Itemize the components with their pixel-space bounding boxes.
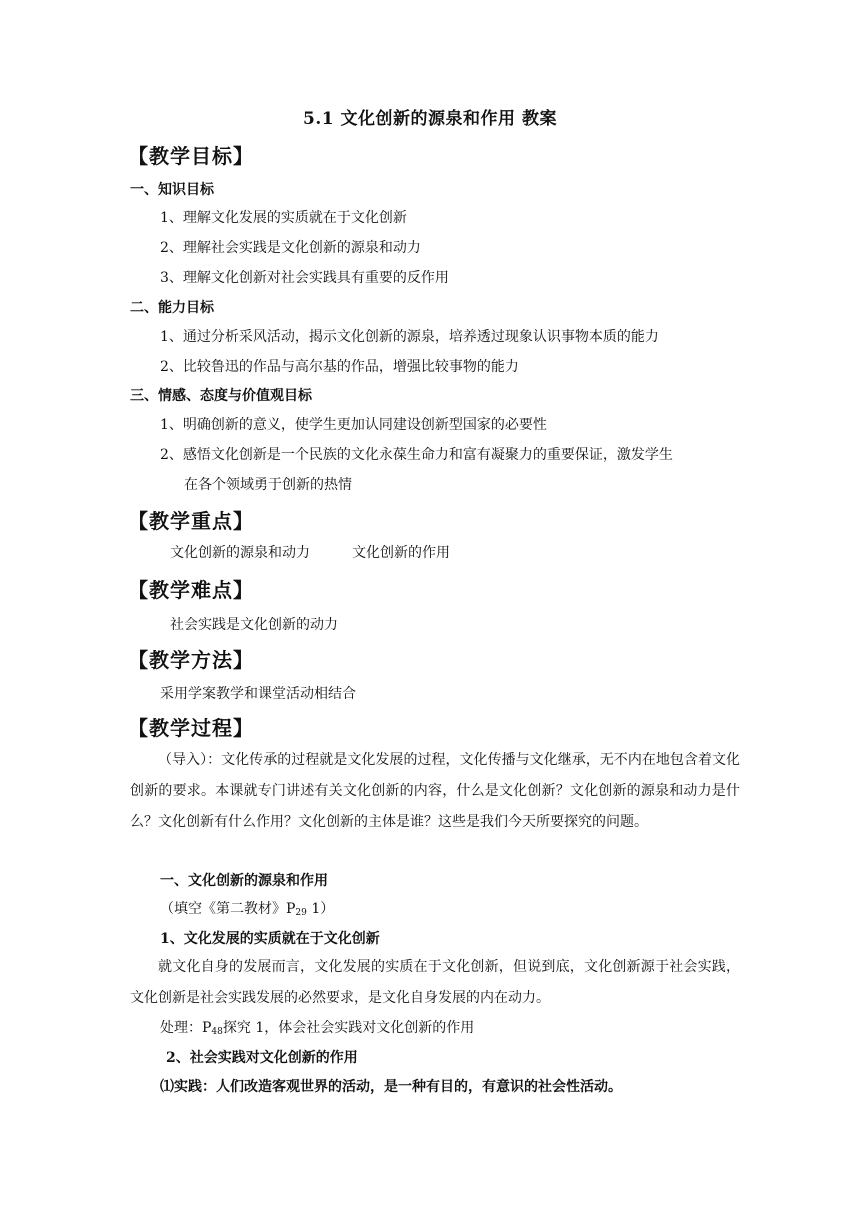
key-point: 文化创新的作用 bbox=[352, 545, 450, 561]
fill-note-suffix: 1） bbox=[306, 901, 335, 917]
ability-item: 2、比较鲁迅的作品与高尔基的作品，增强比较事物的能力 bbox=[160, 359, 519, 375]
section-heading-key-points: 【教学重点】 bbox=[128, 509, 254, 533]
fill-note bbox=[160, 898, 334, 918]
ability-heading: 二、能力目标 bbox=[130, 300, 214, 316]
handle-note bbox=[160, 1017, 474, 1037]
handle-note-suffix: 探究 1，体会社会实践对文化创新的作用 bbox=[222, 1020, 475, 1036]
fill-note-prefix: （填空《第二教材》P bbox=[160, 901, 296, 917]
emotion-heading: 三、情感、态度与价值观目标 bbox=[130, 388, 312, 404]
knowledge-item: 1、理解文化发展的实质就在于文化创新 bbox=[160, 210, 407, 226]
intro-paragraph: （导入）：文化传承的过程就是文化发展的过程，文化传播与文化继承，无不内在地包含着文化创新的要求。本课就专门讲述有关文化创新的内容，什么是文化创新？文化创新的源泉和动力是什么？文化创新有什么作用？文化创新的主体是谁？这些是我们今天所要探究的问题。 bbox=[130, 752, 740, 830]
point1-paragraph: 就文化自身的发展而言，文化发展的实质在于文化创新，但说到底，文化创新源于社会实践，文化创新是社会实践发展的必然要求，是文化自身发展的内在动力。 bbox=[130, 959, 740, 1006]
point1-heading: 1、文化发展的实质就在于文化创新 bbox=[160, 931, 380, 947]
section-heading-difficulties: 【教学难点】 bbox=[128, 578, 254, 602]
emotion-item: 1、明确创新的意义，使学生更加认同建设创新型国家的必要性 bbox=[160, 417, 547, 433]
knowledge-item: 3、理解文化创新对社会实践具有重要的反作用 bbox=[160, 270, 449, 286]
emotion-item: 2、感悟文化创新是一个民族的文化永葆生命力和富有凝聚力的重要保证，激发学生 bbox=[160, 447, 673, 463]
knowledge-item: 2、理解社会实践是文化创新的源泉和动力 bbox=[160, 240, 421, 256]
part1-heading: 一、文化创新的源泉和作用 bbox=[160, 873, 328, 889]
document-title: 5.1 文化创新的源泉和作用 教案 bbox=[303, 109, 557, 129]
handle-note-prefix: 处理：P bbox=[160, 1020, 212, 1036]
section-heading-objectives: 【教学目标】 bbox=[128, 144, 254, 168]
fill-note-page: 29 bbox=[295, 908, 307, 918]
section-heading-process: 【教学过程】 bbox=[128, 716, 254, 740]
emotion-item-continued: 在各个领域勇于创新的热情 bbox=[184, 477, 352, 493]
knowledge-heading: 一、知识目标 bbox=[130, 182, 214, 198]
point2-heading: 2、社会实践对文化创新的作用 bbox=[166, 1050, 358, 1066]
practice-definition: ⑴实践：人们改造客观世界的活动，是一种有目的，有意识的社会性活动。 bbox=[160, 1079, 622, 1095]
key-point: 文化创新的源泉和动力 bbox=[170, 545, 310, 561]
ability-item: 1、通过分析采风活动，揭示文化创新的源泉，培养透过现象认识事物本质的能力 bbox=[160, 329, 659, 345]
handle-note-page: 48 bbox=[211, 1027, 223, 1037]
section-heading-methods: 【教学方法】 bbox=[128, 648, 254, 672]
method-text: 采用学案教学和课堂活动相结合 bbox=[160, 686, 356, 702]
difficulty-text: 社会实践是文化创新的动力 bbox=[170, 617, 338, 633]
